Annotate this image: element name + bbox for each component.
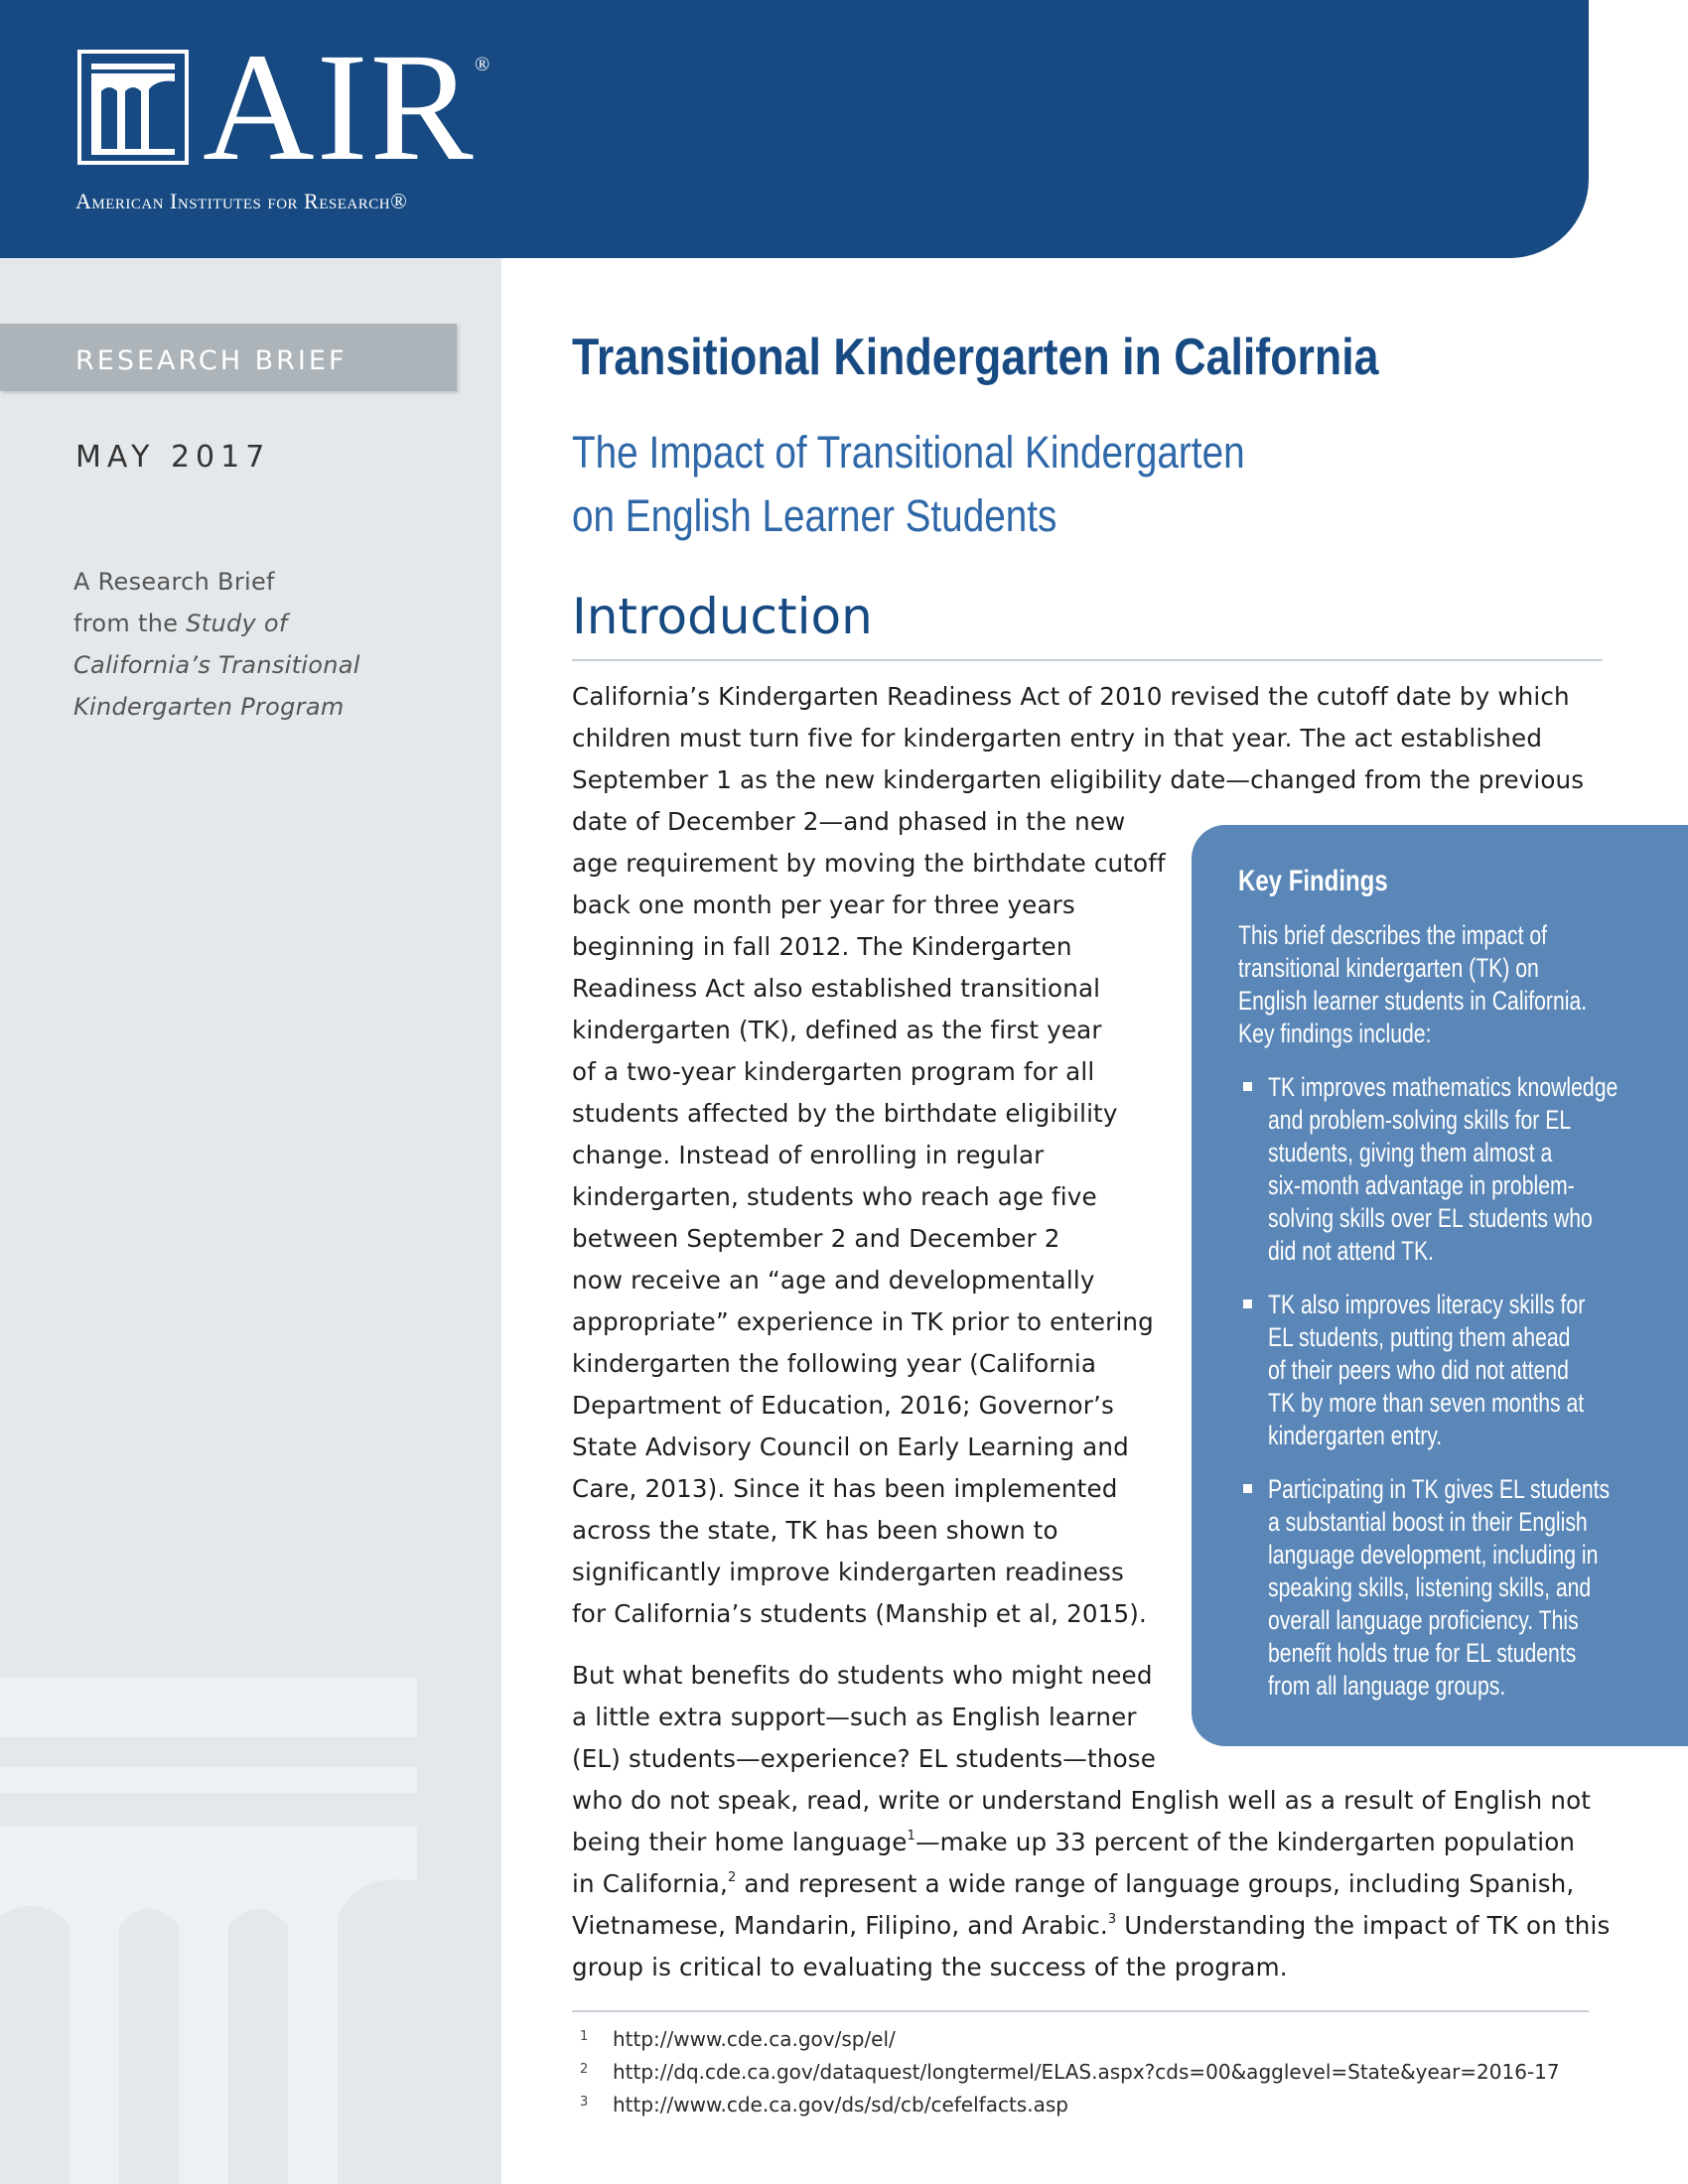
- publication-date: MAY 2017: [75, 440, 271, 475]
- body-text-segment: Vietnamese, Mandarin, Filipino, and Arabic.: [572, 1911, 1108, 1940]
- key-findings-intro-line: Key findings include:: [1238, 1019, 1432, 1048]
- sidebar-subtitle-line: A Research Brief: [73, 568, 275, 596]
- pillar-watermark-icon: [0, 1678, 417, 2184]
- body-text-line: for California’s students (Manship et al, 2015).: [572, 1599, 1147, 1628]
- body-text-line: But what benefits do students who might need: [572, 1661, 1153, 1690]
- sidebar-subtitle-line: from the Study of: [73, 610, 288, 637]
- section-heading: Introduction: [572, 588, 873, 645]
- page-subtitle-line: on English Learner Students: [572, 490, 1057, 541]
- finding-line: six-month advantage in problem-: [1268, 1170, 1575, 1200]
- body-text-line: date of December 2—and phased in the new: [572, 807, 1126, 836]
- finding-line: Participating in TK gives EL students: [1268, 1474, 1611, 1504]
- body-text-line: beginning in fall 2012. The Kindergarten: [572, 932, 1072, 961]
- body-text-line: significantly improve kindergarten readiness: [572, 1558, 1124, 1586]
- body-text-segment: being their home language: [572, 1828, 908, 1856]
- footnote-number: 3: [580, 2095, 589, 2110]
- finding-line: TK also improves literacy skills for: [1268, 1290, 1586, 1319]
- organization-name: American Institutes for Research®: [75, 189, 408, 213]
- finding-line: kindergarten entry.: [1268, 1421, 1443, 1450]
- body-text-line: [572, 1911, 1610, 1940]
- key-findings-intro-line: This brief describes the impact of: [1238, 920, 1548, 950]
- finding-line: a substantial boost in their English: [1268, 1507, 1588, 1537]
- footnote-ref[interactable]: 1: [907, 1829, 915, 1843]
- body-text-line: kindergarten the following year (California: [572, 1349, 1097, 1378]
- body-text-line: now receive an “age and developmentally: [572, 1266, 1095, 1295]
- body-text-line: group is critical to evaluating the success of the program.: [572, 1953, 1288, 1981]
- bullet-icon: [1243, 1082, 1252, 1091]
- footnote-link[interactable]: http://dq.cde.ca.gov/dataquest/longtermel/ELAS.aspx?cds=00&agglevel=State&year=2016-17: [613, 2060, 1560, 2084]
- body-text-line: students affected by the birthdate eligibility: [572, 1099, 1118, 1128]
- finding-line: from all language groups.: [1268, 1671, 1506, 1701]
- section-divider: [572, 659, 1603, 661]
- body-text-segment: and represent a wide range of language groups, including Spanish,: [736, 1869, 1575, 1898]
- finding-line: and problem-solving skills for EL: [1268, 1105, 1572, 1135]
- key-findings-intro-line: English learner students in California.: [1238, 986, 1588, 1016]
- finding-line: language development, including in: [1268, 1540, 1599, 1570]
- finding-line: students, giving them almost a: [1268, 1138, 1553, 1167]
- footnote-divider: [572, 2010, 1589, 2012]
- body-text-line: appropriate” experience in TK prior to entering: [572, 1307, 1154, 1336]
- registered-mark: ®: [475, 54, 491, 75]
- body-text-line: of a two-year kindergarten program for all: [572, 1057, 1095, 1086]
- body-text-line: California’s Kindergarten Readiness Act of 2010 revised the cutoff date by which: [572, 682, 1570, 711]
- body-text-line: [572, 1828, 1575, 1856]
- body-text-segment: —make up 33 percent of the kindergarten population: [914, 1828, 1576, 1856]
- body-text-line: who do not speak, read, write or understand English well as a result of English not: [572, 1786, 1592, 1815]
- footnote-ref[interactable]: 3: [1107, 1912, 1117, 1927]
- body-text-line: Department of Education, 2016; Governor’s: [572, 1391, 1114, 1420]
- pillar-logo-icon: [77, 50, 189, 165]
- finding-line: benefit holds true for EL students: [1268, 1638, 1577, 1668]
- finding-line: EL students, putting them ahead: [1268, 1322, 1571, 1352]
- finding-line: overall language proficiency. This: [1268, 1605, 1579, 1635]
- body-text-segment: in California,: [572, 1869, 728, 1898]
- finding-line: solving skills over EL students who: [1268, 1203, 1593, 1233]
- page-subtitle-line: The Impact of Transitional Kindergarten: [572, 427, 1245, 478]
- finding-line: did not attend TK.: [1268, 1236, 1434, 1266]
- finding-line: TK by more than seven months at: [1268, 1388, 1585, 1418]
- body-text-line: children must turn five for kindergarten entry in that year. The act established: [572, 724, 1543, 752]
- key-findings-intro-line: transitional kindergarten (TK) on: [1238, 953, 1539, 983]
- finding-line: speaking skills, listening skills, and: [1268, 1572, 1592, 1602]
- body-text-line: across the state, TK has been shown to: [572, 1516, 1058, 1545]
- finding-line: of their peers who did not attend: [1268, 1355, 1569, 1385]
- body-text-line: State Advisory Council on Early Learning and: [572, 1433, 1129, 1461]
- body-text-line: change. Instead of enrolling in regular: [572, 1141, 1045, 1169]
- finding-line: TK improves mathematics knowledge: [1268, 1072, 1618, 1102]
- body-text-segment: Understanding the impact of TK on this: [1116, 1911, 1611, 1940]
- footnote-number: 2: [580, 2062, 589, 2077]
- body-text-line: a little extra support—such as English learner: [572, 1703, 1137, 1731]
- left-sidebar: [0, 258, 501, 2184]
- sidebar-subtitle-line: California’s Transitional: [73, 651, 360, 679]
- body-text-line: back one month per year for three years: [572, 890, 1075, 919]
- footnote-link[interactable]: http://www.cde.ca.gov/ds/sd/cb/cefelfacts.asp: [613, 2093, 1068, 2116]
- key-findings-title: Key Findings: [1238, 865, 1388, 897]
- footnote-ref[interactable]: 2: [727, 1870, 737, 1885]
- sidebar-subtitle-line: Kindergarten Program: [73, 693, 345, 721]
- page-title: Transitional Kindergarten in California: [572, 329, 1379, 386]
- body-text-line: Care, 2013). Since it has been implemented: [572, 1474, 1118, 1503]
- body-text-line: kindergarten (TK), defined as the first year: [572, 1016, 1102, 1044]
- footnote-link[interactable]: http://www.cde.ca.gov/sp/el/: [613, 2027, 896, 2051]
- bullet-icon: [1243, 1299, 1252, 1308]
- header-banner: [0, 0, 1589, 258]
- research-brief-label: RESEARCH BRIEF: [75, 345, 348, 376]
- body-text-line: [572, 1869, 1574, 1898]
- body-text-line: Readiness Act also established transitional: [572, 974, 1101, 1003]
- body-text-line: (EL) students—experience? EL students—those: [572, 1744, 1157, 1773]
- body-text-line: between September 2 and December 2: [572, 1224, 1060, 1253]
- bullet-icon: [1243, 1484, 1252, 1493]
- footnote-number: 1: [580, 2029, 589, 2044]
- body-text-line: September 1 as the new kindergarten eligibility date—changed from the previous: [572, 765, 1585, 794]
- body-text-line: age requirement by moving the birthdate cutoff: [572, 849, 1166, 878]
- body-text-line: kindergarten, students who reach age five: [572, 1182, 1097, 1211]
- logo-wordmark: AIR: [203, 21, 476, 193]
